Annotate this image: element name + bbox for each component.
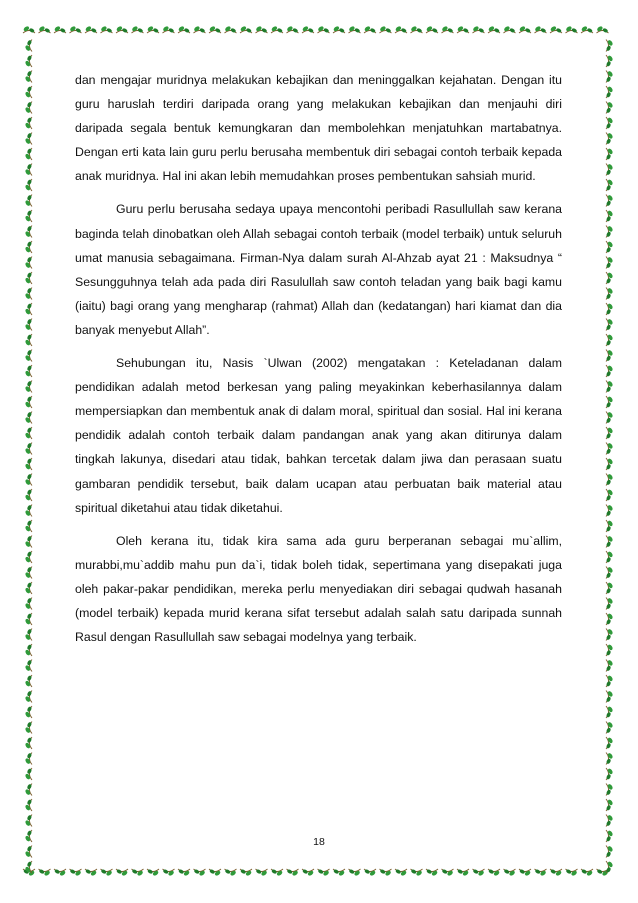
ivy-leaf-icon [24, 752, 32, 764]
ivy-leaf-icon [395, 869, 407, 877]
ivy-leaf-icon [85, 25, 97, 33]
ivy-leaf-icon [534, 25, 546, 33]
ivy-leaf-icon [410, 869, 422, 877]
ivy-leaf-icon [54, 869, 66, 877]
ivy-leaf-icon [24, 489, 32, 501]
paragraph-1: dan mengajar muridnya melakukan kebajikan dan meninggalkan kejahatan. Dengan itu guru haruslah terdiri daripada orang yang melakukan kebajikan dan menjauhi diri daripada segala bentuk kemungkaran dan membolehkan menjatuhkan martabatnya. Dengan erti kata lain guru perlu berusaha membentuk diri sebagai contoh terbaik kepada anak muridnya. Hal ini akan lebih memudahkan proses pembentukan sahsiah murid. [75, 73, 562, 184]
ivy-leaf-icon [24, 194, 32, 206]
ivy-leaf-icon [162, 25, 174, 33]
ivy-leaf-icon [24, 644, 32, 656]
ivy-leaf-icon [24, 566, 32, 578]
ivy-leaf-icon [38, 869, 50, 877]
ivy-leaf-icon [24, 396, 32, 408]
ivy-leaf-icon [606, 675, 614, 687]
ivy-leaf-icon [606, 582, 614, 594]
ivy-leaf-icon [550, 869, 562, 877]
ivy-leaf-icon [606, 55, 614, 67]
ivy-leaf-icon [472, 869, 484, 877]
ivy-leaf-icon [565, 25, 577, 33]
ivy-leaf-icon [24, 256, 32, 268]
ivy-leaf-icon [606, 737, 614, 749]
ivy-leaf-icon [193, 25, 205, 33]
ivy-leaf-icon [379, 25, 391, 33]
ivy-leaf-icon [24, 535, 32, 547]
ivy-leaf-icon [606, 566, 614, 578]
ivy-leaf-icon [302, 869, 314, 877]
ivy-leaf-icon [606, 706, 614, 718]
ivy-leaf-icon [457, 869, 469, 877]
ivy-leaf-icon [606, 194, 614, 206]
ivy-leaf-icon [606, 272, 614, 284]
ivy-leaf-icon [224, 25, 236, 33]
ivy-leaf-icon [255, 25, 267, 33]
ivy-leaf-icon [178, 869, 190, 877]
ivy-leaf-icon [534, 869, 546, 877]
ivy-leaf-icon [317, 25, 329, 33]
ivy-leaf-icon [24, 303, 32, 315]
paragraph-3: Sehubungan itu, Nasis `Ulwan (2002) mengatakan : Keteladanan dalam pendidikan adalah metod berkesan yang paling meyakinkan keberhasilannya dalam mempersiapkan dan membentuk anak di dalam moral, spiritual dan sosial. Hal ini kerana pendidik adalah contoh terbaik dalam pandangan anak yang akan ditirunya dalam tingkah lakunya, disedari atau tidak, bahkan tercetak dalam jiwa dan perasaan suatu gambaran pendidik tersebut, baik dalam ucapan atau perbuatan baik material atau spiritual diketahui atau tidak diketahui. [75, 356, 562, 515]
ivy-leaf-icon [286, 25, 298, 33]
ivy-leaf-icon [24, 675, 32, 687]
ivy-leaf-icon [606, 628, 614, 640]
ivy-leaf-icon [606, 799, 614, 811]
ivy-leaf-icon [24, 582, 32, 594]
ivy-leaf-icon [286, 869, 298, 877]
ivy-leaf-icon [606, 163, 614, 175]
ivy-leaf-icon [131, 869, 143, 877]
ivy-leaf-icon [426, 25, 438, 33]
paragraph-4: Oleh kerana itu, tidak kira sama ada guru berperanan sebagai mu`allim, murabbi,mu`addib mahu pun da`i, tidak boleh tidak, sepertimana yang disepakati juga oleh pakar-pakar pendidikan, mereka perlu menyediakan diri sebagai qudwah hasanah (model terbaik) kepada murid kerana sifat tersebut adalah salah satu daripada sunnah Rasul dengan Rasullullah saw sebagai modelnya yang terbaik. [75, 533, 562, 645]
ivy-leaf-icon [606, 861, 614, 873]
ivy-leaf-icon [606, 752, 614, 764]
ivy-leaf-icon [209, 869, 221, 877]
ivy-leaf-icon [606, 349, 614, 361]
ivy-leaf-icon [606, 473, 614, 485]
ivy-leaf-icon [606, 70, 614, 82]
ivy-leaf-icon [24, 706, 32, 718]
ivy-leaf-icon [606, 318, 614, 330]
ivy-leaf-icon [606, 303, 614, 315]
ivy-leaf-icon [24, 551, 32, 563]
ivy-leaf-icon [606, 768, 614, 780]
ivy-leaf-icon [24, 148, 32, 160]
ivy-leaf-icon [596, 25, 608, 33]
page-body [75, 68, 562, 658]
page-number: 18 [313, 836, 325, 848]
ivy-leaf-icon [24, 783, 32, 795]
ivy-leaf-icon [24, 768, 32, 780]
ivy-leaf-icon [178, 25, 190, 33]
ivy-leaf-icon [271, 869, 283, 877]
ivy-leaf-icon [519, 25, 531, 33]
ivy-leaf-icon [69, 25, 81, 33]
ivy-leaf-icon [503, 869, 515, 877]
ivy-leaf-icon [23, 25, 35, 33]
ivy-leaf-icon [606, 427, 614, 439]
ivy-leaf-icon [503, 25, 515, 33]
ivy-leaf-icon [24, 597, 32, 609]
ivy-leaf-icon [209, 25, 221, 33]
ivy-leaf-icon [85, 869, 97, 877]
ivy-leaf-icon [24, 86, 32, 98]
ivy-leaf-icon [606, 442, 614, 454]
ivy-leaf-icon [69, 869, 81, 877]
ivy-leaf-icon [395, 25, 407, 33]
ivy-leaf-icon [24, 210, 32, 222]
ivy-leaf-icon [24, 318, 32, 330]
ivy-leaf-icon [364, 25, 376, 33]
ivy-leaf-icon [379, 869, 391, 877]
ivy-leaf-icon [581, 25, 593, 33]
ivy-leaf-icon [606, 783, 614, 795]
ivy-leaf-icon [606, 148, 614, 160]
ivy-leaf-icon [488, 869, 500, 877]
ivy-leaf-icon [606, 644, 614, 656]
ivy-leaf-icon [606, 504, 614, 516]
ivy-leaf-icon [606, 380, 614, 392]
ivy-leaf-icon [472, 25, 484, 33]
ivy-leaf-icon [333, 869, 345, 877]
ivy-leaf-icon [606, 225, 614, 237]
ivy-leaf-icon [193, 869, 205, 877]
ivy-leaf-icon [24, 613, 32, 625]
ivy-leaf-icon [24, 442, 32, 454]
ivy-leaf-icon [565, 869, 577, 877]
ivy-leaf-icon [519, 869, 531, 877]
ivy-leaf-icon [116, 869, 128, 877]
ivy-leaf-icon [24, 39, 32, 51]
ivy-leaf-icon [255, 869, 267, 877]
ivy-leaf-icon [24, 690, 32, 702]
ivy-leaf-icon [606, 520, 614, 532]
ivy-leaf-icon [317, 869, 329, 877]
ivy-leaf-icon [606, 535, 614, 547]
ivy-leaf-icon [24, 334, 32, 346]
ivy-leaf-icon [606, 411, 614, 423]
ivy-leaf-icon [24, 458, 32, 470]
ivy-leaf-icon [606, 365, 614, 377]
ivy-leaf-icon [24, 132, 32, 144]
ivy-leaf-icon [38, 25, 50, 33]
ivy-leaf-icon [410, 25, 422, 33]
ivy-leaf-icon [24, 349, 32, 361]
ivy-leaf-icon [24, 520, 32, 532]
ivy-leaf-icon [606, 334, 614, 346]
ivy-leaf-icon [606, 101, 614, 113]
ivy-leaf-icon [606, 597, 614, 609]
ivy-leaf-icon [606, 39, 614, 51]
ivy-leaf-icon [24, 272, 32, 284]
ivy-leaf-icon [24, 241, 32, 253]
ivy-leaf-icon [24, 55, 32, 67]
ivy-leaf-icon [606, 210, 614, 222]
ivy-leaf-icon [606, 458, 614, 470]
ivy-leaf-icon [24, 737, 32, 749]
ivy-leaf-icon [54, 25, 66, 33]
ivy-leaf-icon [348, 869, 360, 877]
ivy-leaf-icon [24, 365, 32, 377]
ivy-leaf-icon [606, 659, 614, 671]
ivy-leaf-icon [147, 869, 159, 877]
ivy-leaf-icon [364, 869, 376, 877]
ivy-leaf-icon [550, 25, 562, 33]
ivy-leaf-icon [606, 241, 614, 253]
ivy-leaf-icon [24, 411, 32, 423]
ivy-leaf-icon [100, 25, 112, 33]
ivy-leaf-icon [441, 869, 453, 877]
ivy-leaf-icon [606, 86, 614, 98]
ivy-leaf-icon [24, 163, 32, 175]
ivy-leaf-icon [24, 225, 32, 237]
ivy-leaf-icon [24, 427, 32, 439]
ivy-leaf-icon [162, 869, 174, 877]
ivy-leaf-icon [606, 814, 614, 826]
ivy-leaf-icon [606, 690, 614, 702]
ivy-leaf-icon [24, 380, 32, 392]
ivy-leaf-icon [240, 25, 252, 33]
ivy-leaf-icon [24, 473, 32, 485]
ivy-leaf-icon [131, 25, 143, 33]
ivy-leaf-icon [240, 869, 252, 877]
ivy-leaf-icon [441, 25, 453, 33]
ivy-leaf-icon [581, 869, 593, 877]
ivy-leaf-icon [100, 869, 112, 877]
ivy-leaf-icon [606, 613, 614, 625]
ivy-leaf-icon [606, 179, 614, 191]
ivy-leaf-icon [24, 659, 32, 671]
ivy-leaf-icon [606, 117, 614, 129]
ivy-leaf-icon [457, 25, 469, 33]
ivy-leaf-icon [24, 179, 32, 191]
ivy-leaf-icon [271, 25, 283, 33]
paragraph-2: Guru perlu berusaha sedaya upaya mencontohi peribadi Rasullullah saw kerana baginda telah dinobatkan oleh Allah sebagai contoh terbaik (model terbaik) untuk seluruh umat manusia sebagaimana. Firman-Nya dalam surah Al-Ahzab ayat 21 : Maksudnya “ Sesungguhnya telah ada pada diri Rasulullah saw contoh teladan yang baik bagi kamu (iaitu) bagi orang yang mengharap (rahmat) Allah dan (kedatangan) hari kiamat dan dia banyak menyebut Allah”. [75, 202, 562, 337]
ivy-leaf-icon [606, 132, 614, 144]
ivy-leaf-icon [24, 101, 32, 113]
ivy-leaf-icon [606, 396, 614, 408]
ivy-leaf-icon [606, 551, 614, 563]
ivy-leaf-icon [116, 25, 128, 33]
ivy-leaf-icon [24, 628, 32, 640]
ivy-leaf-icon [606, 721, 614, 733]
ivy-leaf-icon [333, 25, 345, 33]
ivy-leaf-icon [348, 25, 360, 33]
ivy-leaf-icon [488, 25, 500, 33]
ivy-leaf-icon [147, 25, 159, 33]
ivy-leaf-icon [24, 814, 32, 826]
ivy-leaf-icon [302, 25, 314, 33]
ivy-leaf-icon [24, 287, 32, 299]
ivy-leaf-icon [606, 256, 614, 268]
ivy-leaf-icon [24, 721, 32, 733]
ivy-leaf-icon [606, 287, 614, 299]
ivy-leaf-icon [24, 70, 32, 82]
ivy-leaf-icon [426, 869, 438, 877]
ivy-leaf-icon [24, 504, 32, 516]
ivy-leaf-icon [24, 117, 32, 129]
ivy-leaf-icon [24, 799, 32, 811]
ivy-leaf-icon [224, 869, 236, 877]
ivy-leaf-icon [606, 489, 614, 501]
